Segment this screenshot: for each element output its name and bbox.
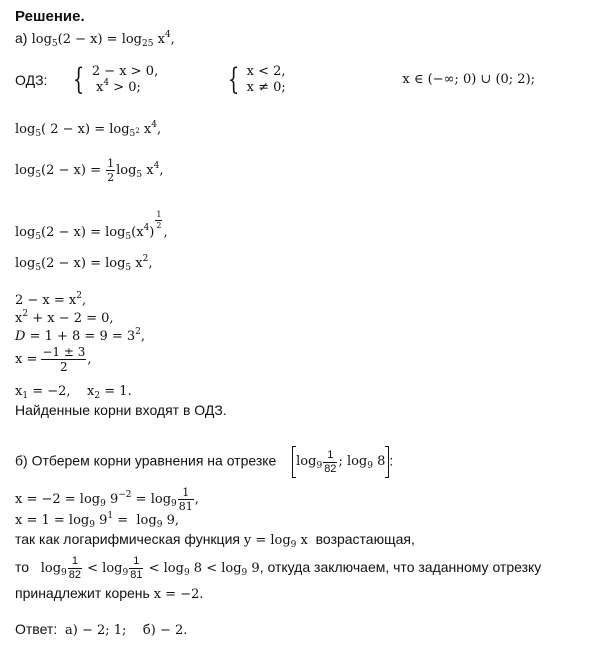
fraction-1-81-b: $\frac{1}{81}$	[130, 555, 143, 581]
part-b-line-1: $x = -2 = \log_9 9^{-2} = \log_9$ $\frac{1}{81}$ ,	[15, 486, 199, 513]
part-b-line-5: принадлежит корень x = −2.	[15, 585, 204, 602]
exponent-one-half: $\frac{1}{2}$	[156, 210, 162, 230]
part-b-line-4: то $\log_9$ $\frac{1}{82}$ < $\log_9$ $\frac{1}{81}$ < $\log_9 8 < \log_9 9$, откуда заключаем, что заданному отрезку	[15, 555, 542, 581]
root-formula-fraction: $\frac{-1 \pm 3}{2}$	[42, 345, 86, 374]
step-1: $\log_5$( $2 - x) = \log_{5^2} x^4$,	[15, 120, 162, 139]
roots-conclusion: Найденные корни входят в ОДЗ.	[15, 402, 227, 418]
fraction-1-82: $\frac{1}{82}$	[68, 555, 82, 581]
step-7: $D = 1 + 8 = 9 = 3^2$,	[15, 327, 146, 344]
domain-result: x ∈ (−∞; 0) ∪ (0; 2);	[402, 72, 536, 87]
fraction-1-81: $\frac{1}{81}$	[178, 486, 193, 513]
step-5: $2 - x = x^2$,	[15, 291, 87, 308]
left-brace-icon: {	[227, 62, 239, 97]
part-b-intro: б) Отберем корни уравнения на отрезке $\log_9$ $\frac{1}{82}$ ; $\log_9 8$ :	[15, 446, 393, 478]
segment-fraction: $\frac{1}{82}$	[324, 448, 337, 475]
solution-title: Решение.	[15, 8, 85, 25]
odz-system-2: x < 2, x ≠ 0;	[246, 64, 286, 95]
segment-right-bracket	[385, 446, 389, 478]
answer-line: Ответ: а) − 2; 1; б) − 2.	[15, 621, 188, 638]
step-9: $x_1 = -2$, $x_2 = 1$.	[15, 384, 132, 401]
odz-block	[15, 64, 535, 96]
part-b-line-3: так как логарифмическая функция $y = \log_9 x$ возрастающая,	[15, 531, 415, 550]
part-a-label: а)	[15, 30, 28, 46]
step-3: $\log_5(2 - x) = \log_5(x^4)$ $\frac{1}{2}$ ,	[15, 210, 168, 242]
step-8: x = $\frac{-1 \pm 3}{2}$ ,	[15, 345, 92, 374]
part-b-line-2: $x = 1 = \log_9 9^1 = \log_9 9$,	[15, 511, 179, 530]
equation-a: а) $\log_5(2 - x) = \log_{25} x^4$,	[15, 30, 175, 49]
odz-system-1: 2 − x > 0, $x^4 > 0$;	[91, 64, 159, 95]
fraction-one-half: $\frac{1}{2}$	[107, 157, 115, 184]
odz-label: ОДЗ:	[15, 72, 48, 88]
step-4: $\log_5(2 - x) = \log_5 x^2$,	[15, 254, 153, 273]
step-6: $x^2 + x - 2 = 0$,	[15, 309, 114, 326]
left-brace-icon: {	[72, 62, 85, 97]
step-2: $\log_5(2 - x)$ = $\frac{1}{2}$ $\log_5 x^4$,	[15, 157, 164, 184]
